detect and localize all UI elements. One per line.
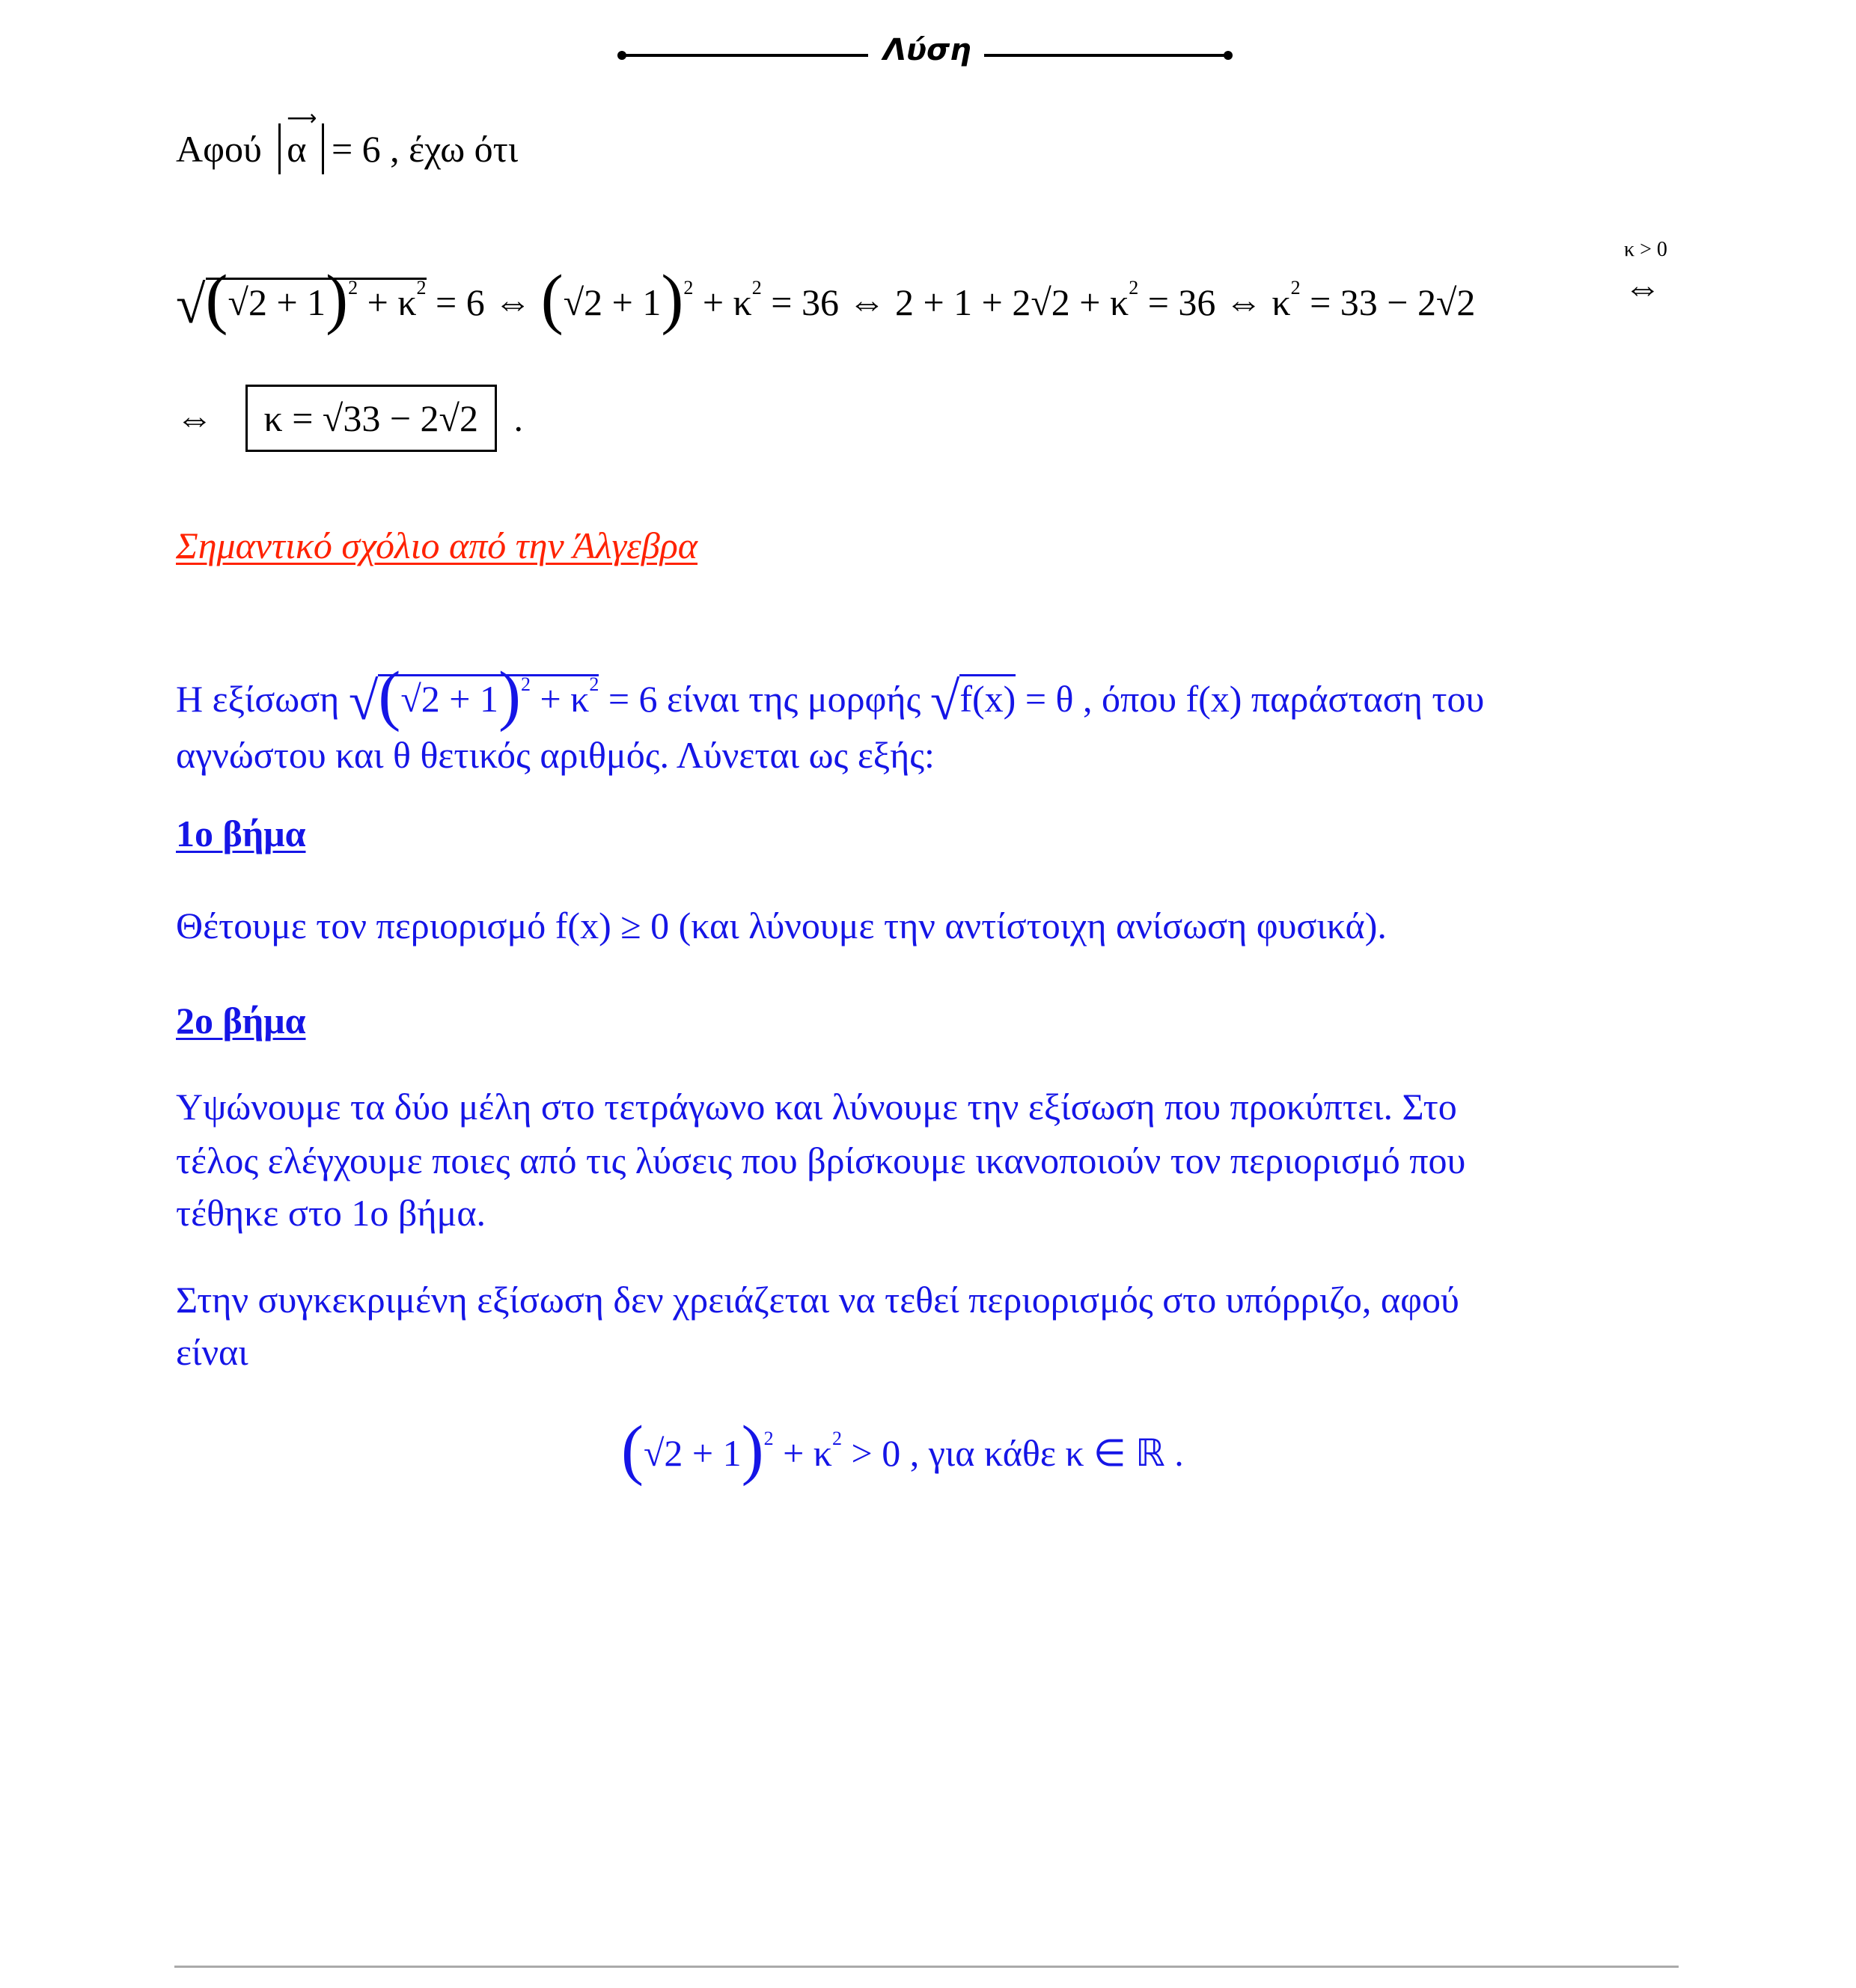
final-lparen: ( (621, 1413, 644, 1487)
final-ksq: 2 (832, 1428, 843, 1449)
intro-ksq: 2 (589, 673, 599, 695)
header-right-rule (984, 54, 1227, 57)
intro-radical: √ (348, 671, 379, 731)
right-paren-2: ) (661, 262, 684, 336)
intro-radical-2: √ (929, 671, 960, 731)
kappa-exp: 2 (416, 277, 427, 299)
chain-part3: = 36 ⇔ κ (1147, 281, 1291, 323)
final-end: > 0 , για κάθε κ ∈ ℝ . (851, 1432, 1184, 1474)
footer-rule (174, 1966, 1679, 1968)
step2-line3: τέθηκε στο 1ο βήμα. (176, 1192, 486, 1234)
intro-radicand: $(√2 + 1)^2 + \kappa^2$ (378, 658, 599, 732)
note-line1: Στην συγκεκριμένη εξίσωση δεν χρειάζεται να τεθεί περιορισμός στο υπόρριζο, αφού (176, 1279, 1459, 1321)
inner-expr: √2 + 1 (228, 281, 326, 323)
vector-abs (278, 107, 324, 174)
comment-heading: Σημαντικό σχόλιο από την Άλγεβρα (176, 524, 698, 566)
radicand: $(√2 + 1)^2 + \kappa^2$ (205, 262, 427, 336)
square-exp-2: 2 (683, 277, 694, 299)
boxed-result: κ = √33 − 2√2 (245, 385, 497, 452)
chain-arrow: ⇔ (1624, 266, 1661, 308)
intro-lparen: ( (378, 658, 401, 732)
intro-rparen: ) (498, 658, 521, 732)
intro-b: = 6 είναι της μορφής (608, 678, 921, 720)
step2-line1: Υψώνουμε τα δύο μέλη στο τετράγωνο και λύνουμε την εξίσωση που προκύπτει. Στο (176, 1086, 1457, 1128)
final-inequality (621, 1405, 1184, 1487)
vector-arrow: ⟶ (287, 107, 317, 130)
square-exp: 2 (348, 277, 358, 299)
intro-line2: αγνώστου και θ θετικός αριθμός. Λύνεται ως εξής: (176, 734, 935, 776)
step1-text: Θέτουμε τον περιορισμό f(x) ≥ 0 (και λύνουμε την αντίστοιχη ανίσωση φυσικά). (176, 905, 1387, 946)
given-suffix: έχω ότι (409, 128, 519, 170)
intro-a: Η εξίσωση (176, 678, 340, 720)
final-sq: 2 (763, 1428, 774, 1449)
intro-c: f(x) (959, 674, 1016, 720)
step1-title: 1ο βήμα (176, 813, 306, 854)
final-tail: + κ (783, 1432, 833, 1474)
given-equals: = 6 , (331, 128, 400, 170)
step2-title: 2ο βήμα (176, 1000, 306, 1042)
kappa-exp-3: 2 (1129, 277, 1139, 299)
radical-sign: √ (176, 275, 206, 334)
chain-part2: = 36 ⇔ 2 + 1 + 2√2 + κ (771, 281, 1129, 323)
given-prefix: Αφού (176, 128, 262, 170)
step2-line2: τέλος ελέγχουμε ποιες από τις λύσεις που βρίσκουμε ικανοποιούν τον περιορισμό που (176, 1140, 1466, 1181)
result-arrow: ⇔ (176, 397, 213, 439)
intro-d: = θ , όπου f(x) παράσταση του (1025, 678, 1485, 720)
result-line (176, 397, 523, 440)
condition-label: κ > 0 (1624, 238, 1667, 261)
header-title: Λύση (883, 33, 971, 67)
final-inner: √2 + 1 (643, 1432, 742, 1474)
left-paren-2: ( (540, 262, 564, 336)
right-paren: ) (326, 262, 349, 336)
equation-chain: $√(√2 + 1)^2 + \kappa^2 = 6$ ⇔ $(√2 + 1)^2 + \kappa^2 = 36$ ⇔ $2 + 1 + 2√2 + \kappa^2 = 36$ ⇔ $\kappa^2 = 33 - 2√2$ (176, 262, 1476, 336)
final-rparen: ) (741, 1413, 764, 1487)
intro-inner: √2 + 1 (400, 678, 498, 720)
intro-sq: 2 (520, 673, 531, 695)
note-line2: είναι (176, 1331, 248, 1373)
kappa-exp-2: 2 (751, 277, 762, 299)
chain-part4: = 33 − 2√2 (1310, 281, 1476, 323)
chain-part1: = 6 ⇔ (436, 281, 532, 323)
vector-alpha: α (287, 128, 307, 170)
inner-expr-2: √2 + 1 (563, 281, 662, 323)
left-paren: ( (205, 262, 228, 336)
header-left-rule (621, 54, 868, 57)
result-end: . (513, 397, 523, 439)
given-statement (176, 107, 519, 171)
vector-symbol (287, 107, 317, 170)
kappa-exp-4: 2 (1290, 277, 1301, 299)
kappa: κ (397, 281, 417, 323)
comment-intro (176, 651, 1485, 732)
header-right-dot (1224, 51, 1233, 60)
